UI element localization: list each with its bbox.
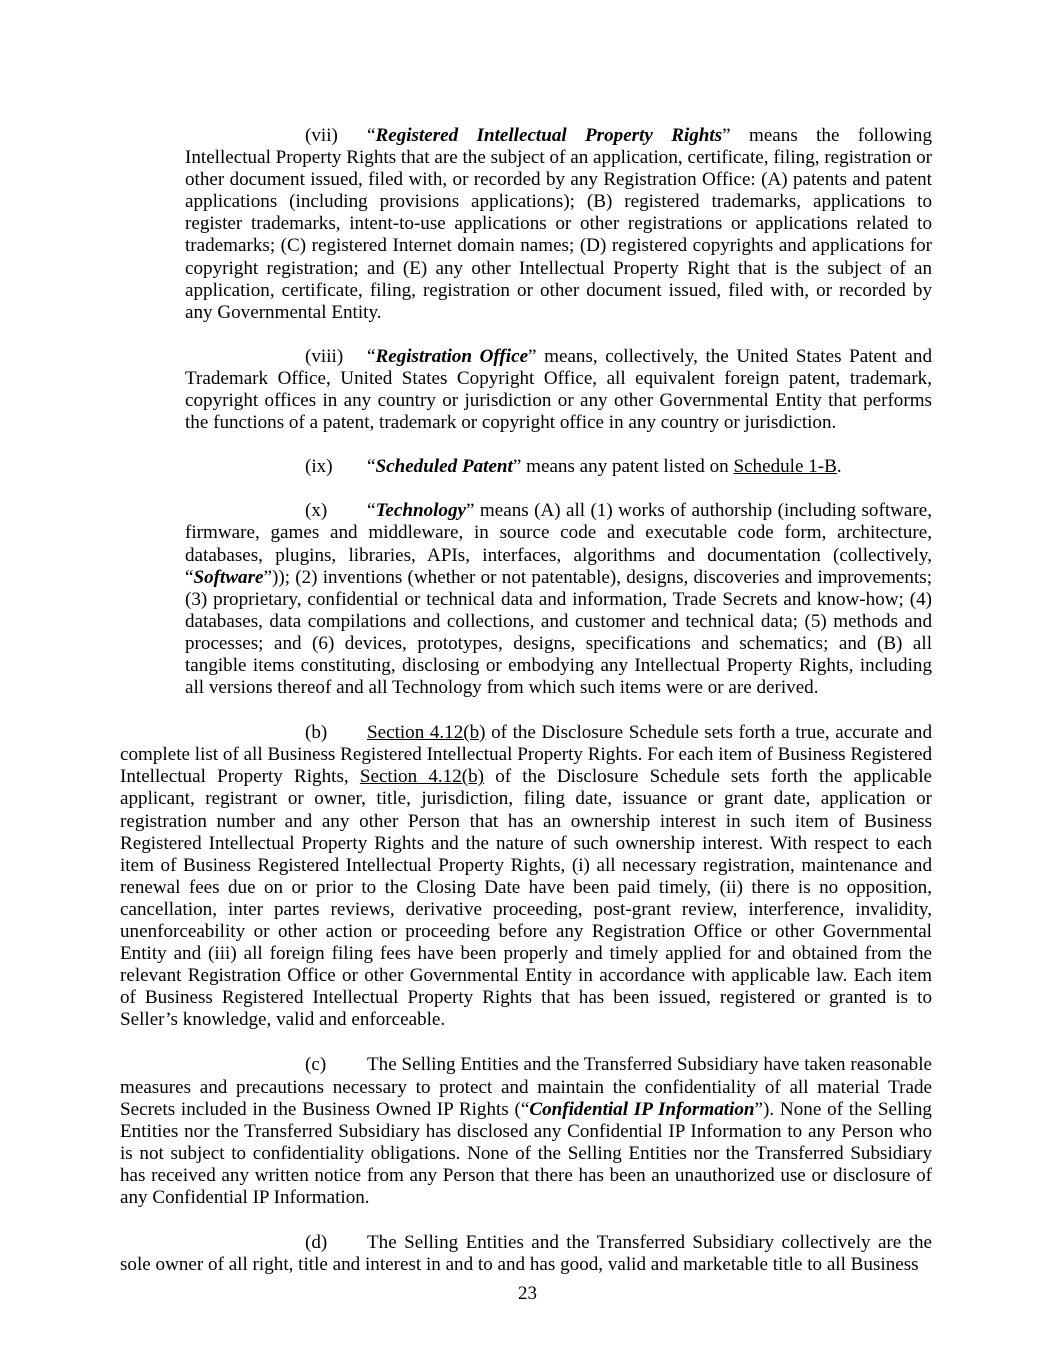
definition-viii-open-quote: “ (367, 345, 376, 367)
section-4-12-b-reference-2[interactable]: Section 4.12(b) (359, 766, 485, 788)
clause-b-indent (120, 722, 305, 743)
definition-vii-open-quote: “ (367, 125, 376, 146)
definition-viii (185, 346, 932, 434)
clause-d (120, 1232, 932, 1276)
clause-c-text-2: ”). None of the Selling Entities nor the Transferred Subsidiary has disclosed any Confidential IP Information to any Person who is not subject to confidentiality obligations. None of the Selling Entities nor the Transferred Subsidiary has received any written notice from any Person that there has been an unauthorized use or disclosure of any Confidential IP Information. (120, 1098, 932, 1209)
paragraph-gap (185, 434, 932, 456)
definition-x-body-part-2: ”)); (2) inventions (whether or not patentable), designs, discoveries and improvements; (3) proprietary, confidential or technical data and information, Trade Secrets and know-how; (4) databases, data compilations and collections, and customer and technical data; (5) methods and processes; and (6) devices, prototypes, designs, specifications and schematics; and (B) all tangible items constituting, disclosing or embodying any Intellectual Property Rights, including all versions thereof and all Technology from which such items were or are derived. (185, 566, 932, 699)
clause-b-text-2: of the Disclosure Schedule sets forth the applicable applicant, registrant or owner, title, jurisdiction, filing date, issuance or grant date, application or registration number and any other Person that has an ownership interest in such item of Business Registered Intellectual Property Rights and the nature of such ownership interest. With respect to each item of Business Registered Intellectual Property Rights, (i) all necessary registration, maintenance and renewal fees due on or prior to the Closing Date have been paid timely, (ii) there is no opposition, cancellation, inter partes reviews, derivative proceeding, post-grant review, interference, invalidity, unenforceability or other action or proceeding before any Registration Office or other Governmental Entity and (iii) all foreign filing fees have been properly and timely applied for and obtained from the relevant Registration Office or other Governmental Entity in accordance with applicable law. Each item of Business Registered Intellectual Property Rights that has been issued, registered or granted is to Seller’s knowledge, valid and enforceable. (120, 766, 932, 1031)
clause-b (120, 722, 932, 1031)
section-gap (120, 699, 932, 722)
definition-x-body-part-1: means (A) all (1) works of authorship (including software, firmware, games and middleware, in source code and executable code form, architecture, databases, plugins, libraries, APIs, interfaces, algorithms and documentation (collectively, “ (185, 500, 932, 588)
definition-vii (185, 125, 932, 324)
definition-ix (185, 456, 932, 478)
clause-d-text-1: The Selling Entities and the Transferred Subsidiary collectively are the sole owner of all right, title and interest in and to and has good, valid and marketable title to all Business (120, 1232, 932, 1276)
section-4-12-b-reference-1[interactable]: Section 4.12(b) (367, 722, 486, 744)
page-content (120, 125, 932, 1276)
page-number: 23 (518, 1283, 537, 1304)
definition-viii-marker: (viii) (305, 345, 344, 367)
definition-vii-indent (185, 125, 305, 146)
clause-c-marker: (c) (305, 1054, 327, 1076)
definition-vii-body: means the following Intellectual Property Rights that are the subject of an application, certificate, filing, registration or other document issued, filed with, or recorded by any Registration Office: (A) patents and patent applications (including provisions applications); (B) registered trademarks, applications to register trademarks, intent-to-use applications or other registrations or applications related to trademarks; (C) registered Internet domain names; (D) registered copyrights and applications for copyright registration; and (E) any other Intellectual Property Right that is the subject of an application, certificate, filing, registration or other document issued, filed with, or recorded by any Governmental Entity. (185, 125, 932, 323)
definition-ix-body-after-link: . (836, 456, 842, 478)
definition-x (185, 500, 932, 699)
clause-d-marker: (d) (305, 1232, 328, 1254)
paragraph-gap (120, 1031, 932, 1054)
clause-c (120, 1054, 932, 1209)
definition-ix-term: Scheduled Patent (375, 456, 513, 478)
definitions-block (185, 125, 932, 699)
schedule-1-b-reference[interactable]: Schedule 1-B (733, 456, 837, 478)
paragraph-gap (185, 478, 932, 500)
definition-ix-marker: (ix) (305, 456, 333, 478)
definition-viii-body: means, collectively, the United States Patent and Trademark Office, United States Copyright Office, all equivalent foreign patent, trademark, copyright offices in any country or jurisdiction or any other Governmental Entity that performs the functions of a patent, trademark or copyright office in any country or jurisdiction. (185, 345, 932, 434)
definition-ix-body-before-link: means any patent listed on (521, 456, 734, 478)
paragraph-gap (185, 324, 932, 346)
definition-x-open-quote: “ (367, 500, 376, 522)
clause-d-indent (120, 1232, 305, 1253)
definition-x-term: Technology (375, 500, 467, 522)
definition-viii-term: Registration Office (375, 345, 529, 367)
definition-x-marker: (x) (305, 500, 328, 522)
definition-ix-close-quote: ” (512, 456, 522, 478)
paragraph-gap (120, 1209, 932, 1232)
clause-b-marker: (b) (305, 722, 328, 744)
definition-viii-indent (185, 346, 305, 367)
definition-ix-indent (185, 456, 305, 477)
clause-c-inner-term-confidential-ip-information: Confidential IP Information (529, 1098, 755, 1120)
definition-vii-term: Registered Intellectual Property Rights (375, 125, 723, 146)
definition-ix-open-quote: “ (367, 456, 376, 478)
definition-viii-close-quote: ” (528, 345, 537, 367)
clause-c-text-1: The Selling Entities and the Transferred Subsidiary have taken reasonable measures and precautions necessary to protect and maintain the confidentiality of all material Trade Secrets included in the Business Owned IP Rights (“ (120, 1054, 932, 1120)
definition-x-close-quote: ” (466, 500, 475, 522)
clause-b-text-1: of the Disclosure Schedule sets forth a true, accurate and complete list of all Business Registered Intellectual Property Rights. For each item of Business Registered Intellectual Property Rights, (120, 722, 932, 788)
definition-x-inner-term-software: Software (193, 566, 264, 588)
definition-vii-marker: (vii) (305, 125, 338, 146)
definition-vii-close-quote: ” (722, 125, 731, 146)
definition-x-indent (185, 500, 305, 521)
clause-c-indent (120, 1054, 305, 1075)
